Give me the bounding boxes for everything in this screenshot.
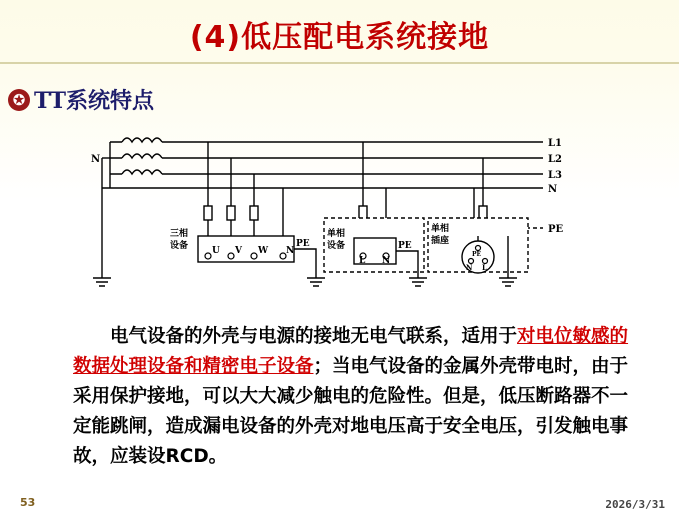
star-icon: ✪: [8, 89, 30, 111]
paragraph-highlight: 对电位敏感的数据处理设备和精密电子设备: [73, 326, 629, 377]
terminal-n2: N: [382, 256, 391, 266]
page-number: 53: [20, 496, 36, 509]
pe-tag-1: PE: [296, 239, 310, 249]
terminal-u: U: [212, 246, 220, 256]
label-l3: L3: [548, 170, 562, 181]
terminal-v: V: [235, 246, 242, 256]
terminal-l: L: [359, 256, 366, 266]
body-paragraph: [73, 322, 633, 472]
paragraph-part-1: 电气设备的外壳与电源的接地无电气联系，适用于: [110, 326, 518, 347]
title-divider: [0, 62, 679, 64]
socket-pe: PE: [472, 251, 482, 258]
subheading: [8, 84, 154, 115]
label-source-n: N: [91, 154, 101, 165]
label-pe: PE: [548, 224, 564, 235]
tt-system-diagram: [88, 128, 588, 310]
label-n: N: [548, 184, 558, 195]
single-phase-label-1: 单相: [327, 229, 346, 239]
socket-label-2: 插座: [431, 236, 450, 246]
socket-n: N: [466, 263, 473, 272]
socket-l: L: [482, 263, 487, 272]
subheading-text: TT系统特点: [34, 88, 154, 114]
paragraph-indent: [73, 326, 110, 347]
three-phase-label-2: 设备: [170, 241, 189, 251]
socket-label-1: 单相: [431, 224, 450, 234]
label-l1: L1: [548, 138, 562, 149]
label-l2: L2: [548, 154, 562, 165]
terminal-w: W: [258, 246, 269, 256]
slide-title: (4)低压配电系统接地: [189, 20, 490, 55]
paragraph-part-2: ；当电气设备的金属外壳带电时，由于采用保护接地，可以大大减少触电的危险性。但是，低压断路器不一定能跳闸，造成漏电设备的外壳对地电压高于安全电压，引发触电事故，应装设RCD。: [73, 356, 629, 467]
slide-date: 2026/3/31: [605, 498, 665, 511]
terminal-n: N: [286, 246, 295, 256]
three-phase-label-1: 三相: [170, 229, 189, 239]
single-phase-label-2: 设备: [327, 241, 346, 251]
pe-tag-2: PE: [398, 241, 412, 251]
